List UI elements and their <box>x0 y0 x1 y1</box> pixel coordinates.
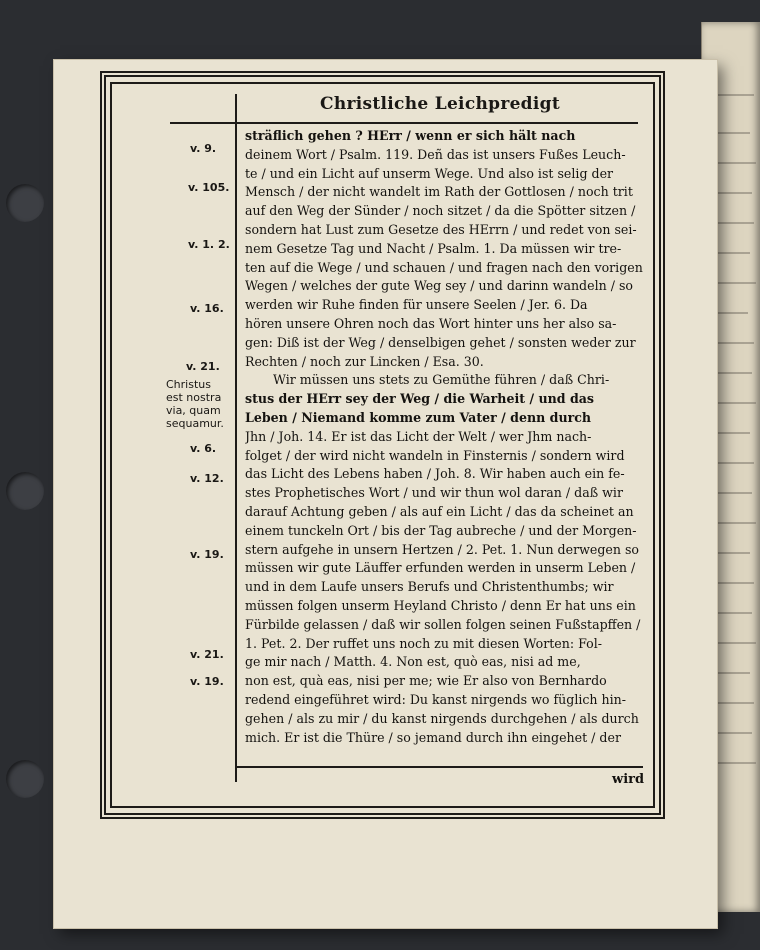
text-line: mich. Er ist die Thüre / so jemand durch ihn eingehet / der <box>245 729 621 745</box>
text-line: nem Gesetze Tag und Nacht / Psalm. 1. Da müssen wir tre- <box>245 240 622 256</box>
text-line: müssen wir gute Läuffer erfunden werden in unserm Leben / <box>245 560 636 576</box>
text-line: Wegen / welches der gute Weg sey / und darinn wandeln / so <box>245 278 634 294</box>
text-line: stern aufgehe in unsern Hertzen / 2. Pet. 1. Nun derwegen so <box>245 541 640 557</box>
text-line: deinem Wort / Psalm. 119. Deñ das ist unsers Fußes Leuch- <box>245 146 626 162</box>
header-rule <box>170 122 638 124</box>
text-line: redend eingeführet wird: Du kanst nirgends wo füglich hin- <box>245 691 627 707</box>
margin-note-line: est nostra <box>166 391 222 404</box>
text-line: 1. Pet. 2. Der ruffet uns noch zu mit diesen Worten: Fol- <box>245 635 603 651</box>
text-line: stes Prophetisches Wort / und wir thun wol daran / daß wir <box>245 485 623 501</box>
text-line: sträflich gehen ? HErr / wenn er sich hält nach <box>245 128 576 143</box>
margin-reference: v. 21. <box>186 360 220 373</box>
binder-hole <box>6 184 44 222</box>
text-line: das Licht des Lebens haben / Joh. 8. Wir haben auch ein fe- <box>245 466 625 482</box>
margin-reference: v. 9. <box>190 142 217 155</box>
catchword: wird <box>612 772 645 787</box>
sermon-body <box>245 127 645 747</box>
footer-rule <box>235 766 643 768</box>
text-line: ten auf die Wege / und schauen / und fragen nach den vorigen <box>245 259 643 275</box>
text-line: Jhn / Joh. 14. Er ist das Licht der Welt / wer Jhm nach- <box>245 428 592 444</box>
text-line: werden wir Ruhe finden für unsere Seelen / Jer. 6. Da <box>245 297 588 313</box>
text-line: und in dem Laufe unsers Berufs und Christenthumbs; wir <box>245 579 614 595</box>
text-line: stus der HErr sey der Weg / die Warheit / und das <box>245 391 595 407</box>
text-line: einem tunckeln Ort / bis der Tag aubreche / und der Morgen- <box>245 522 637 538</box>
margin-reference: v. 19. <box>190 548 224 561</box>
margin-reference: v. 1. 2. <box>188 238 230 251</box>
text-line: Fürbilde gelassen / daß wir sollen folgen seinen Fußstapffen / <box>245 616 641 632</box>
margin-reference: v. 21. <box>190 648 224 661</box>
margin-note-line: Christus <box>166 378 211 391</box>
text-line: müssen folgen unserm Heyland Christo / denn Er hat uns ein <box>245 597 636 613</box>
margin-note-line: sequamur. <box>166 417 224 430</box>
text-line: auf den Weg der Sünder / noch sitzet / da die Spötter sitzen / <box>245 203 636 219</box>
latin-margin-note <box>166 378 232 430</box>
margin-rule <box>235 94 237 782</box>
text-line: Leben / Niemand komme zum Vater / denn durch <box>245 409 592 425</box>
margin-reference: v. 12. <box>190 472 224 485</box>
text-line: te / und ein Licht auf unserm Wege. Und also ist selig der <box>245 165 614 181</box>
text-line: Mensch / der nicht wandelt im Rath der Gottlosen / noch trit <box>245 184 633 200</box>
binder-hole <box>6 760 44 798</box>
margin-reference: v. 105. <box>188 181 230 194</box>
text-line: sondern hat Lust zum Gesetze des HErrn / und redet von sei- <box>245 221 637 237</box>
margin-reference: v. 19. <box>190 675 224 688</box>
margin-note-line: via, quam <box>166 404 221 417</box>
text-line: darauf Achtung geben / als auf ein Licht / das da scheinet an <box>245 503 634 519</box>
margin-reference: v. 6. <box>190 442 217 455</box>
text-line: folget / der wird nicht wandeln in Finsternis / sondern wird <box>245 447 625 463</box>
text-line: Wir müssen uns stets zu Gemüthe führen / daß Chri- <box>273 372 610 388</box>
text-line: non est, quà eas, nisi per me; wie Er also von Bernhardo <box>245 673 607 689</box>
text-line: gehen / als zu mir / du kanst nirgends durchgehen / als durch <box>245 710 639 726</box>
margin-reference: v. 16. <box>190 302 224 315</box>
binder-hole <box>6 472 44 510</box>
text-line: hören unsere Ohren noch das Wort hinter uns her also sa- <box>245 315 617 331</box>
text-line: ge mir nach / Matth. 4. Non est, quò eas, nisi ad me, <box>245 654 581 670</box>
running-header: Christliche Leichpredigt <box>320 94 560 114</box>
text-line: gen: Diß ist der Weg / denselbigen gehet / sonsten weder zur <box>245 334 636 350</box>
text-line: Rechten / noch zur Lincken / Esa. 30. <box>245 353 484 369</box>
